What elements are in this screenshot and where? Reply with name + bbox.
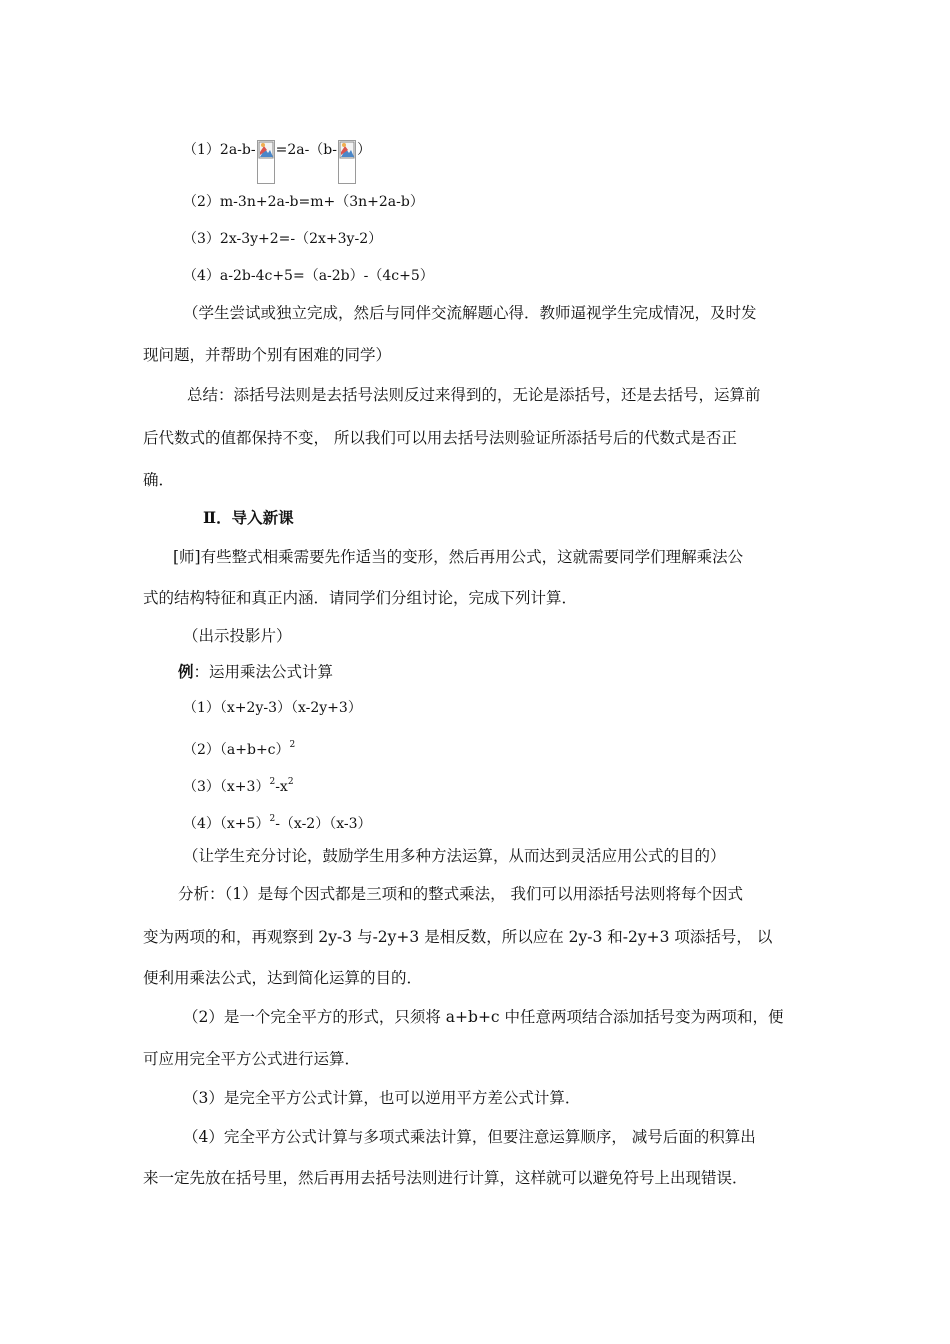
slide-note: （出示投影片）: [183, 627, 292, 645]
exercise-item-4: （4）a-2b-4c+5=（a-2b）-（4c+5）: [183, 268, 434, 284]
example-3-exponent: 2: [269, 777, 276, 787]
example-3: [183, 772, 294, 797]
analysis-p4-line-1: （4）完全平方公式计算与多项式乘法计算，但要注意运算顺序， 减号后面的积算出: [183, 1128, 756, 1146]
exercise-item-1: [183, 140, 371, 184]
example-1: （1）（x+2y-3）（x-2y+3）: [183, 700, 362, 716]
example-2-exponent: 2: [289, 740, 296, 750]
broken-image-icon: [338, 140, 356, 184]
analysis-p1-line-3: 便利用乘法公式，达到简化运算的目的．: [143, 969, 423, 987]
example-heading: [178, 662, 333, 682]
teacher-line-2: 式的结构特征和真正内涵．请同学们分组讨论，完成下列计算．: [143, 589, 578, 607]
example-4-base: （4）（x+5）: [183, 816, 270, 832]
broken-image-icon: [257, 140, 275, 184]
analysis-p2-line-2: 可应用完全平方公式进行运算．: [143, 1050, 361, 1068]
summary-line-2: 后代数式的值都保持不变， 所以我们可以用去括号法则验证所添括号后的代数式是否正: [143, 429, 737, 447]
analysis-p1-line-2: 变为两项的和，再观察到 2y-3 与-2y+3 是相反数，所以应在 2y-3 和-2y+3 项添括号， 以: [143, 928, 773, 946]
exercise-item-1-part-a: （1）2a-b-: [183, 142, 256, 158]
analysis-p3-line-1: （3）是完全平方公式计算，也可以逆用平方差公式计算．: [183, 1089, 581, 1107]
summary-line-1: 总结：添括号法则是去括号法则反过来得到的，无论是添括号，还是去括号，运算前: [187, 386, 761, 404]
analysis-p2-line-1: （2）是一个完全平方的形式，只须将 a+b+c 中任意两项结合添加括号变为两项和，便: [183, 1008, 784, 1026]
exercise-item-3: （3）2x-3y+2=-（2x+3y-2）: [183, 231, 383, 247]
example-4: [183, 809, 372, 834]
summary-line-3: 确．: [143, 471, 175, 489]
practice-note-line-1: （学生尝试或独立完成，然后与同伴交流解题心得．教师逼视学生完成情况，及时发: [183, 304, 757, 322]
exercise-item-1-part-b: =2a-（b-: [275, 142, 338, 158]
exercise-item-2: （2）m-3n+2a-b=m+（3n+2a-b）: [183, 194, 424, 210]
example-text: ：运用乘法公式计算: [193, 663, 334, 681]
example-3-base: （3）（x+3）: [183, 779, 270, 795]
example-3-exponent-2: 2: [287, 777, 294, 787]
practice-note-line-2: 现问题，并帮助个别有困难的同学）: [143, 346, 392, 364]
example-4-rest: -（x-2）（x-3）: [275, 816, 372, 832]
example-4-exponent: 2: [269, 814, 276, 824]
example-2-base: （2）（a+b+c）: [183, 742, 290, 758]
section-heading: Ⅱ．导入新课: [203, 508, 294, 527]
example-3-middle: -x: [275, 779, 288, 795]
discussion-note: （让学生充分讨论，鼓励学生用多种方法运算，从而达到灵活应用公式的目的）: [183, 847, 726, 865]
teacher-line-1: [师]有些整式相乘需要先作适当的变形，然后再用公式，这就需要同学们理解乘法公: [173, 548, 744, 566]
example-label: 例: [178, 662, 194, 681]
exercise-item-1-part-c: ）: [357, 142, 372, 158]
analysis-p4-line-2: 来一定先放在括号里，然后再用去括号法则进行计算，这样就可以避免符号上出现错误．: [143, 1169, 748, 1187]
analysis-p1-line-1: 分析：（1）是每个因式都是三项和的整式乘法， 我们可以用添括号法则将每个因式: [178, 885, 744, 903]
example-2: [183, 735, 295, 760]
